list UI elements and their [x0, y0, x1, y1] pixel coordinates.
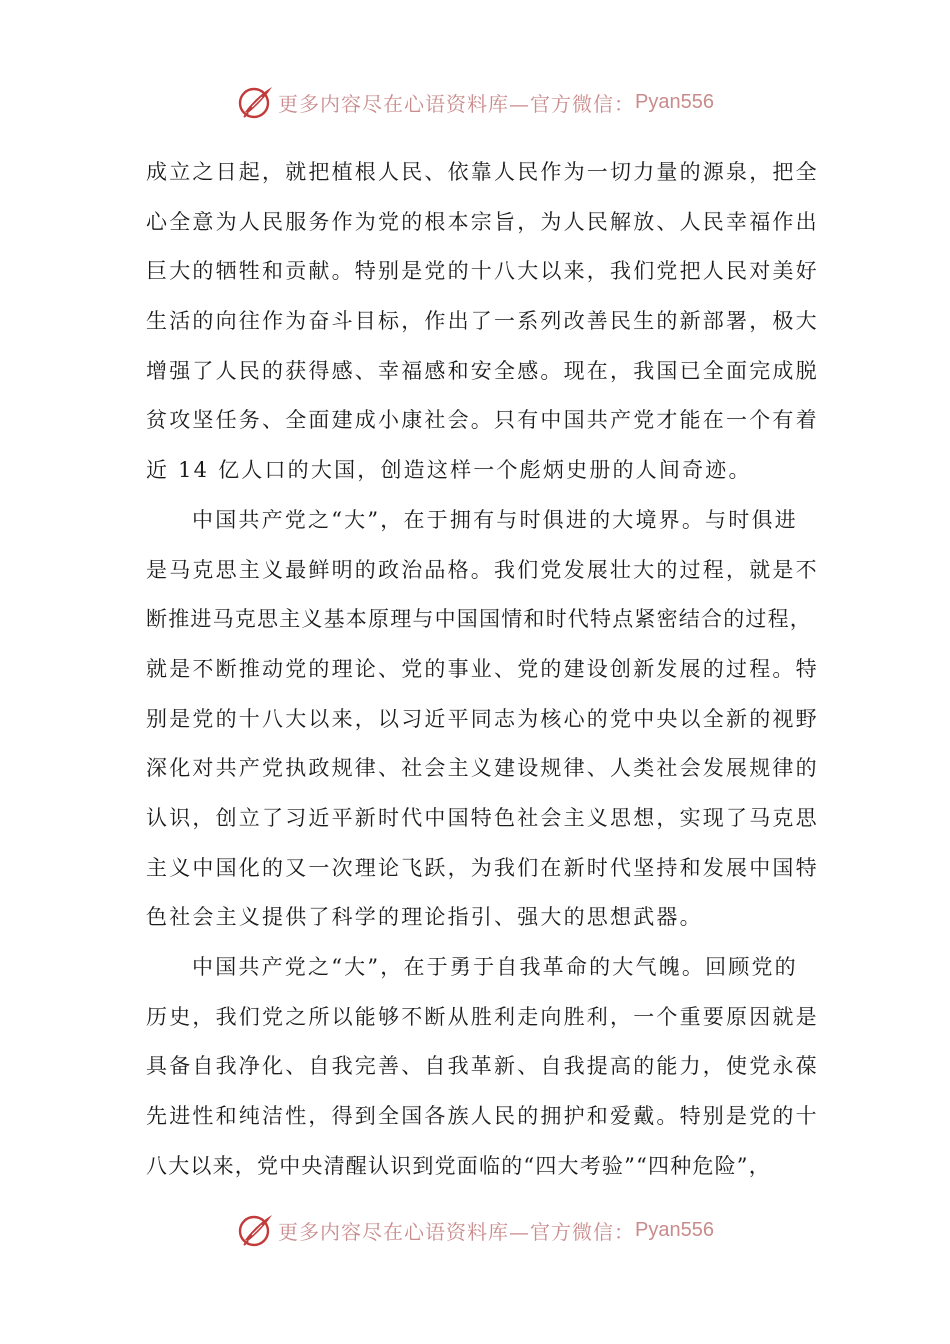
text-line: 就是不断推动党的理论、党的事业、党的建设创新发展的过程。特 [146, 656, 819, 681]
watermark-text: 更多内容尽在心语资料库—官方微信： [278, 91, 636, 116]
text-line: 近 14 亿人口的大国，创造这样一个彪炳史册的人间奇迹。 [146, 458, 752, 483]
text-line: 别是党的十八大以来，以习近平同志为核心的党中央以全新的视野 [146, 706, 819, 731]
watermark-handle: Pyan556 [635, 90, 714, 113]
text-line: 八大以来，党中央清醒认识到党面临的“四大考验”“四种危险”， [146, 1153, 771, 1178]
text-line: 心全意为人民服务作为党的根本宗旨，为人民解放、人民幸福作出 [146, 209, 819, 234]
text-line: 贫攻坚任务、全面建成小康社会。只有中国共产党才能在一个有着 [146, 408, 819, 433]
text-line: 色社会主义提供了科学的理论指引、强大的思想武器。 [146, 905, 703, 930]
text-line: 是马克思主义最鲜明的政治品格。我们党发展壮大的过程，就是不 [146, 557, 819, 582]
text-line: 巨大的牺牲和贡献。特别是党的十八大以来，我们党把人民对美好 [146, 259, 819, 284]
text-line: 成立之日起，就把植根人民、依靠人民作为一切力量的源泉，把全 [146, 160, 819, 184]
quill-logo-icon [236, 82, 276, 122]
text-line: 历史，我们党之所以能够不断从胜利走向胜利，一个重要原因就是 [146, 1004, 819, 1029]
text-line: 认识，创立了习近平新时代中国特色社会主义思想，实现了马克思 [146, 805, 819, 830]
text-line: 深化对共产党执政规律、社会主义建设规律、人类社会发展规律的 [146, 756, 819, 781]
text-line: 先进性和纯洁性，得到全国各族人民的拥护和爱戴。特别是党的十 [146, 1104, 819, 1129]
text-line: 增强了人民的获得感、幸福感和安全感。现在，我国已全面完成脱 [146, 358, 819, 383]
quill-logo-icon [236, 1210, 276, 1250]
paragraph-start-line: 中国共产党之“大”，在于勇于自我革命的大气魄。回顾党的 [192, 955, 798, 979]
text-line: 主义中国化的又一次理论飞跃，为我们在新时代坚持和发展中国特 [146, 855, 819, 880]
footer-watermark [0, 1210, 950, 1250]
watermark-handle: Pyan556 [635, 1218, 714, 1241]
document-body [146, 148, 819, 1191]
text-line: 生活的向往作为奋斗目标，作出了一系列改善民生的新部署，极大 [146, 309, 819, 334]
watermark-text: 更多内容尽在心语资料库—官方微信： [278, 1219, 636, 1244]
paragraph-start-line: 中国共产党之“大”，在于拥有与时俱进的大境界。与时俱进 [192, 507, 798, 532]
header-watermark [0, 82, 950, 122]
text-line: 断推进马克思主义基本原理与中国国情和时代特点紧密结合的过程， [146, 607, 812, 632]
text-line: 具备自我净化、自我完善、自我革新、自我提高的能力，使党永葆 [146, 1054, 819, 1079]
